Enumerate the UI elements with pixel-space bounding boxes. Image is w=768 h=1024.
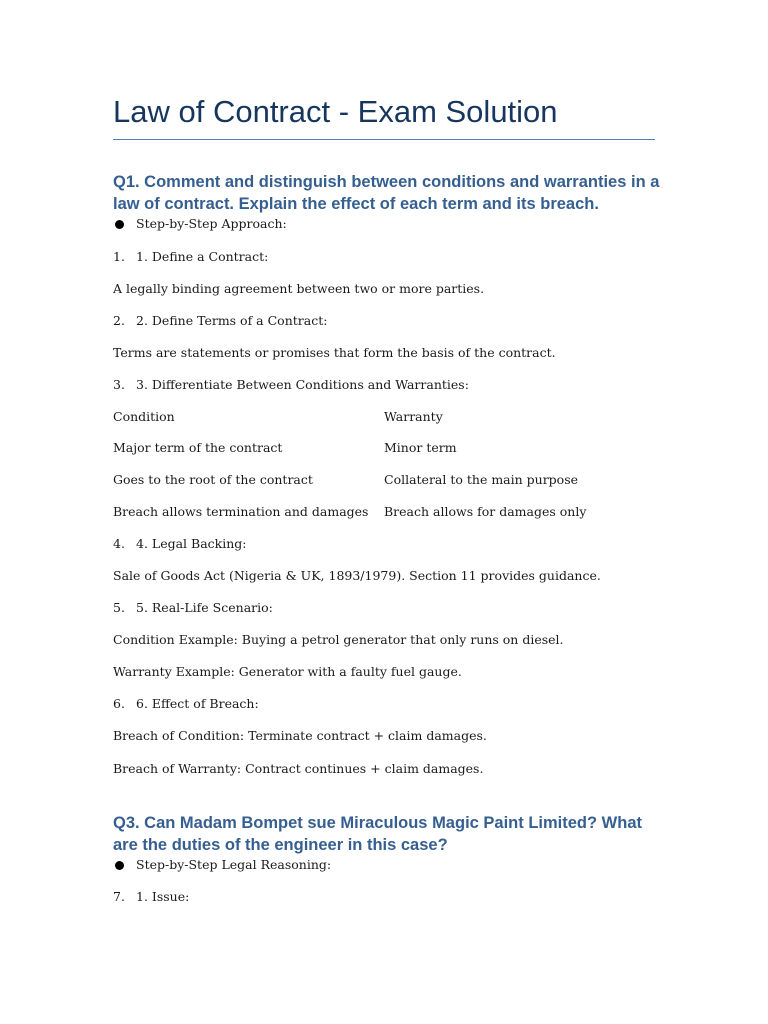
step-label: 6. Effect of Breach: bbox=[136, 696, 259, 711]
title-underline bbox=[113, 139, 655, 140]
step-label: 1. Define a Contract: bbox=[136, 249, 269, 264]
bullet-icon bbox=[115, 861, 124, 870]
step-number: 4. bbox=[113, 536, 125, 551]
condition-example: Condition Example: Buying a petrol generator that only runs on diesel. bbox=[113, 632, 564, 647]
table-cell: Breach allows for damages only bbox=[384, 504, 587, 519]
step-label: 3. Differentiate Between Conditions and Warranties: bbox=[136, 377, 469, 392]
step-number: 1. bbox=[113, 249, 125, 264]
terms-definition: Terms are statements or promises that form the basis of the contract. bbox=[113, 345, 556, 360]
step-label: 1. Issue: bbox=[136, 889, 190, 904]
table-cell: Collateral to the main purpose bbox=[384, 472, 579, 487]
q1-bullet-text: Step-by-Step Approach: bbox=[136, 216, 287, 231]
bullet-icon bbox=[115, 220, 124, 229]
legal-backing-text: Sale of Goods Act (Nigeria & UK, 1893/1979). Section 11 provides guidance. bbox=[113, 568, 601, 583]
step-number: 6. bbox=[113, 696, 125, 711]
table-cell: Major term of the contract bbox=[113, 440, 283, 455]
step-label: 2. Define Terms of a Contract: bbox=[136, 313, 328, 328]
q3-heading: Q3. Can Madam Bompet sue Miraculous Magic Paint Limited? What are the duties of the engineer in this case? bbox=[113, 814, 642, 854]
q1-heading: Q1. Comment and distinguish between conditions and warranties in a law of contract. Explain the effect of each term and its breach. bbox=[113, 173, 660, 213]
table-cell: Minor term bbox=[384, 440, 457, 455]
step-number: 2. bbox=[113, 313, 125, 328]
step-label: 4. Legal Backing: bbox=[136, 536, 247, 551]
document-title: Law of Contract - Exam Solution bbox=[113, 94, 558, 129]
breach-condition-text: Breach of Condition: Terminate contract + claim damages. bbox=[113, 728, 487, 743]
warranty-example: Warranty Example: Generator with a faulty fuel gauge. bbox=[113, 664, 462, 679]
step-label: 5. Real-Life Scenario: bbox=[136, 600, 273, 615]
step-number: 7. bbox=[113, 889, 125, 904]
table-header-condition: Condition bbox=[113, 409, 175, 424]
table-cell: Goes to the root of the contract bbox=[113, 472, 313, 487]
q3-bullet-text: Step-by-Step Legal Reasoning: bbox=[136, 857, 332, 872]
table-header-warranty: Warranty bbox=[384, 409, 443, 424]
breach-warranty-text: Breach of Warranty: Contract continues + claim damages. bbox=[113, 761, 484, 776]
table-cell: Breach allows termination and damages bbox=[113, 504, 369, 519]
step-number: 3. bbox=[113, 377, 125, 392]
contract-definition: A legally binding agreement between two or more parties. bbox=[113, 281, 485, 296]
step-number: 5. bbox=[113, 600, 125, 615]
